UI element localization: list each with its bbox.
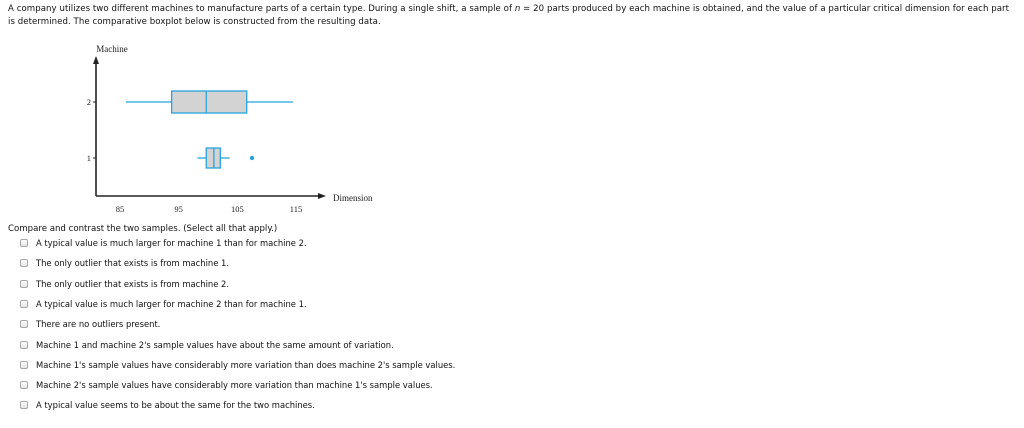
question-intro-part-1: A company utilizes two different machines to manufacture parts of a certain type. During a single shift, a sample of xyxy=(8,4,515,14)
option-label: The only outlier that exists is from machine 2. xyxy=(36,278,230,289)
option-5[interactable] xyxy=(20,317,160,331)
option-6[interactable] xyxy=(20,338,394,352)
option-label: Machine 1's sample values have considerably more variation than does machine 2's sample values. xyxy=(36,359,456,370)
option-4[interactable] xyxy=(20,297,307,311)
machine-2-box xyxy=(172,91,247,113)
y-tick-label: 2 xyxy=(86,97,91,107)
question-prompt: Compare and contrast the two samples. (Select all that apply.) xyxy=(8,224,278,234)
option-label: A typical value seems to be about the same for the two machines. xyxy=(36,400,315,411)
option-label: Machine 1 and machine 2's sample values have about the same amount of variation. xyxy=(36,339,394,350)
option-3[interactable] xyxy=(20,277,229,291)
checkbox[interactable] xyxy=(20,341,28,349)
option-label: Machine 2's sample values have considerably more variation than machine 1's sample values. xyxy=(36,380,433,391)
n-variable: n xyxy=(514,4,521,14)
option-9[interactable] xyxy=(20,398,315,412)
y-tick-label: 1 xyxy=(86,153,91,163)
option-label: A typical value is much larger for machine 1 than for machine 2. xyxy=(36,238,307,248)
option-label: There are no outliers present. xyxy=(36,319,161,330)
checkbox[interactable] xyxy=(20,259,28,267)
checkbox[interactable] xyxy=(20,300,28,308)
checkbox[interactable] xyxy=(20,320,28,328)
checkbox[interactable] xyxy=(20,280,28,288)
option-1[interactable] xyxy=(20,236,307,250)
x-tick-label: 115 xyxy=(289,204,303,214)
y-axis-arrow xyxy=(93,56,99,64)
checkbox[interactable] xyxy=(20,381,28,389)
comparative-boxplot xyxy=(60,38,400,218)
x-axis-arrow xyxy=(318,193,326,199)
checkbox[interactable] xyxy=(20,239,28,247)
option-7[interactable] xyxy=(20,358,455,372)
checkbox[interactable] xyxy=(20,401,28,409)
question-intro-part-2: = 20 parts produced by each machine is obtained, and the value of a particular critical dimension for each part is determined. The comparative boxplot below is constructed from the resulting data. xyxy=(8,4,1010,27)
checkbox[interactable] xyxy=(20,361,28,369)
x-axis-title: Dimension xyxy=(333,193,373,203)
machine-1-outlier xyxy=(250,156,254,160)
x-tick-label: 105 xyxy=(230,204,244,214)
option-label: A typical value is much larger for machine 2 than for machine 1. xyxy=(36,298,307,309)
x-tick-label: 95 xyxy=(174,204,183,214)
option-8[interactable] xyxy=(20,378,433,392)
option-label: The only outlier that exists is from machine 1. xyxy=(36,258,230,269)
question-text xyxy=(8,3,1016,29)
y-axis-title: Machine xyxy=(96,44,128,54)
x-tick-label: 85 xyxy=(115,204,125,214)
option-2[interactable] xyxy=(20,256,229,270)
